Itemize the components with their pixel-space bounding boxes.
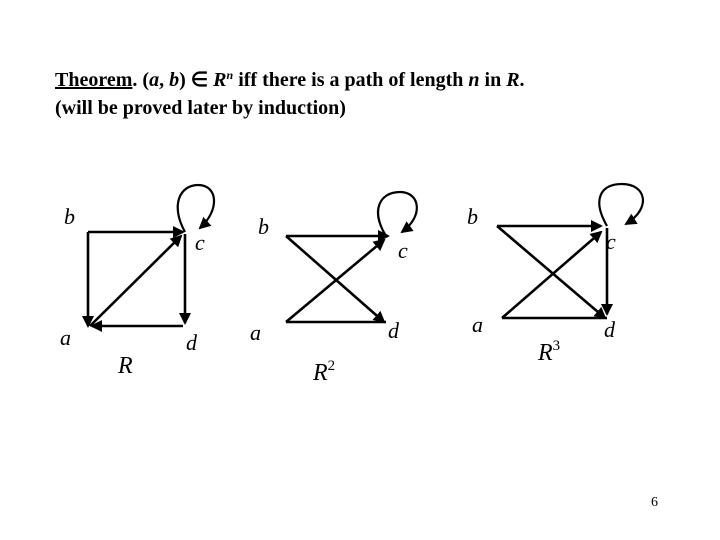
edge-a-c — [502, 232, 601, 318]
node-c: c — [195, 230, 205, 255]
edge-a-c — [90, 236, 181, 326]
node-b: b — [467, 204, 478, 229]
theorem-heading: Theorem — [55, 69, 133, 91]
node-d: d — [604, 317, 615, 342]
node-a: a — [472, 312, 483, 337]
page-number: 6 — [651, 495, 658, 510]
graph-label-r2: $R^2$ — [313, 358, 336, 386]
node-d: d — [388, 318, 399, 343]
node-a: a — [250, 320, 261, 345]
graph-label-r: R — [118, 353, 133, 379]
node-b: b — [258, 214, 269, 239]
loop-c — [378, 192, 417, 236]
loop-c — [599, 184, 643, 226]
node-c: c — [606, 229, 616, 254]
node-d: d — [186, 330, 197, 355]
theorem-line-1: Theorem. (a, b) ∈ $R^n$ iff there is a path of length n in R. — [55, 68, 525, 91]
theorem-line-2: (will be proved later by induction) — [55, 97, 346, 119]
node-b: b — [64, 204, 75, 229]
node-c: c — [398, 238, 408, 263]
graph-r — [60, 185, 214, 379]
graph-label-r3: $R^3$ — [538, 338, 561, 366]
loop-c — [178, 185, 214, 232]
graph-r2 — [250, 192, 417, 386]
graph-r3 — [467, 184, 643, 366]
edge-b-d — [497, 226, 605, 318]
node-a: a — [60, 325, 71, 350]
